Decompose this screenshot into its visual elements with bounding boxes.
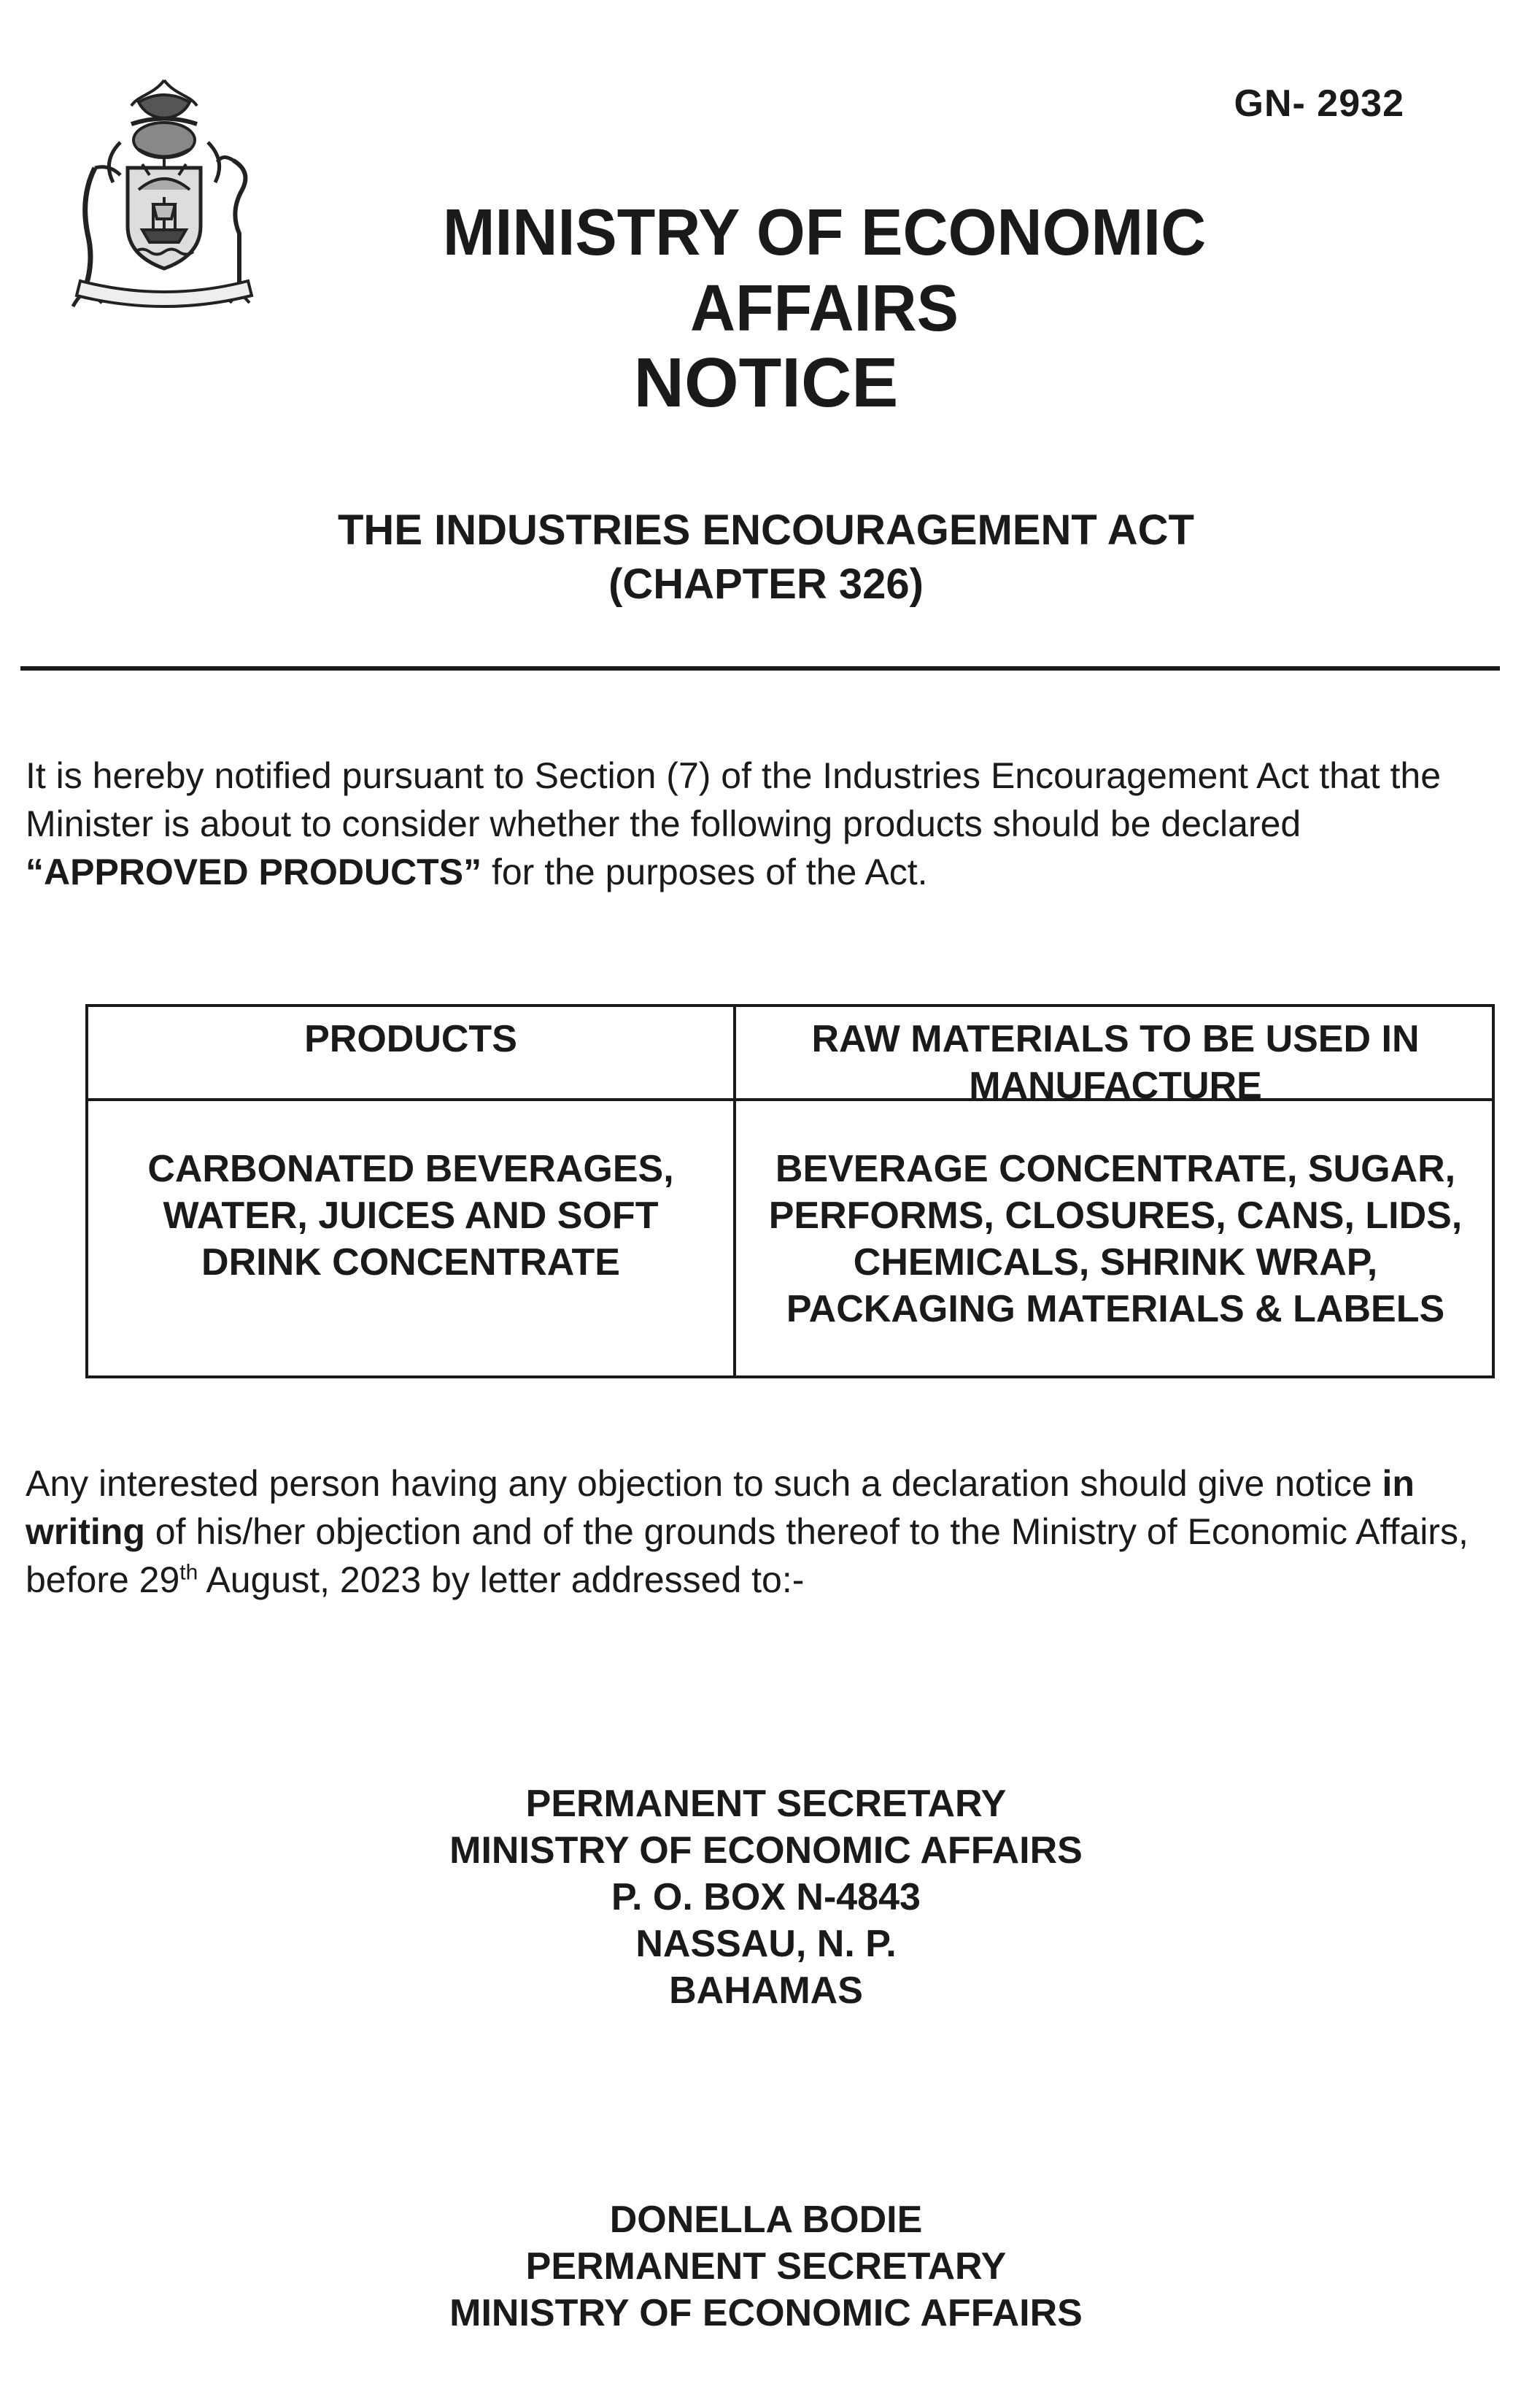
act-name: THE INDUSTRIES ENCOURAGEMENT ACT xyxy=(338,506,1194,554)
objection-text-mid: of his/her objection and of the grounds thereof to the Ministry of Economic Affairs, before 29 xyxy=(26,1511,1469,1600)
cell-products xyxy=(88,1146,733,1286)
in-writing-emphasis: in writing xyxy=(26,1463,1415,1552)
act-title xyxy=(0,503,1532,611)
act-chapter: (CHAPTER 326) xyxy=(608,560,924,608)
header-raw-materials-line: RAW MATERIALS TO BE USED IN xyxy=(811,1018,1420,1060)
address-block xyxy=(0,1780,1532,2014)
coat-of-arms-icon xyxy=(51,73,277,314)
horizontal-rule xyxy=(20,666,1500,671)
products-table xyxy=(85,1004,1495,1378)
signatory-ministry: MINISTRY OF ECONOMIC AFFAIRS xyxy=(449,2292,1083,2334)
signature-block xyxy=(0,2196,1532,2336)
header-raw-materials xyxy=(736,1016,1495,1109)
address-line: BAHAMAS xyxy=(669,1969,863,2012)
notice-number: GN- 2932 xyxy=(1234,82,1404,125)
raw-materials-line: PERFORMS, CLOSURES, CANS, LIDS, xyxy=(768,1195,1463,1237)
intro-text-end: for the purposes of the Act. xyxy=(481,852,928,892)
address-line: PERMANENT SECRETARY xyxy=(525,1783,1007,1825)
objection-text: Any interested person having any objection to such a declaration should give notice xyxy=(26,1463,1382,1504)
raw-materials-line: BEVERAGE CONCENTRATE, SUGAR, xyxy=(775,1148,1456,1190)
intro-text: It is hereby notified pursuant to Section (7) of the Industries Encouragement Act that the Minister is about to consider whether the following products should be declared xyxy=(26,755,1442,844)
cell-raw-materials xyxy=(736,1146,1495,1332)
signatory-name: DONELLA BODIE xyxy=(609,2199,923,2241)
signatory-title: PERMANENT SECRETARY xyxy=(525,2245,1007,2288)
header-raw-materials-line: MANUFACTURE xyxy=(969,1065,1262,1107)
products-line: DRINK CONCENTRATE xyxy=(201,1241,620,1284)
products-line: WATER, JUICES AND SOFT xyxy=(163,1195,659,1237)
objection-paragraph xyxy=(26,1459,1506,1604)
intro-paragraph xyxy=(26,752,1506,896)
raw-materials-line: PACKAGING MATERIALS & LABELS xyxy=(786,1288,1445,1330)
date-ordinal: th xyxy=(179,1560,198,1585)
address-line: NASSAU, N. P. xyxy=(635,1923,897,1965)
approved-products-emphasis: “APPROVED PRODUCTS” xyxy=(26,852,482,892)
products-line: CARBONATED BEVERAGES, xyxy=(147,1148,674,1190)
address-line: P. O. BOX N-4843 xyxy=(611,1876,921,1918)
objection-text-end: August, 2023 by letter addressed to:- xyxy=(198,1559,805,1600)
header-products: PRODUCTS xyxy=(304,1018,517,1060)
raw-materials-line: CHEMICALS, SHRINK WRAP, xyxy=(853,1241,1378,1284)
address-line: MINISTRY OF ECONOMIC AFFAIRS xyxy=(449,1829,1083,1872)
ministry-title: MINISTRY OF ECONOMIC AFFAIRS xyxy=(442,196,1207,345)
notice-heading: NOTICE xyxy=(633,344,899,422)
